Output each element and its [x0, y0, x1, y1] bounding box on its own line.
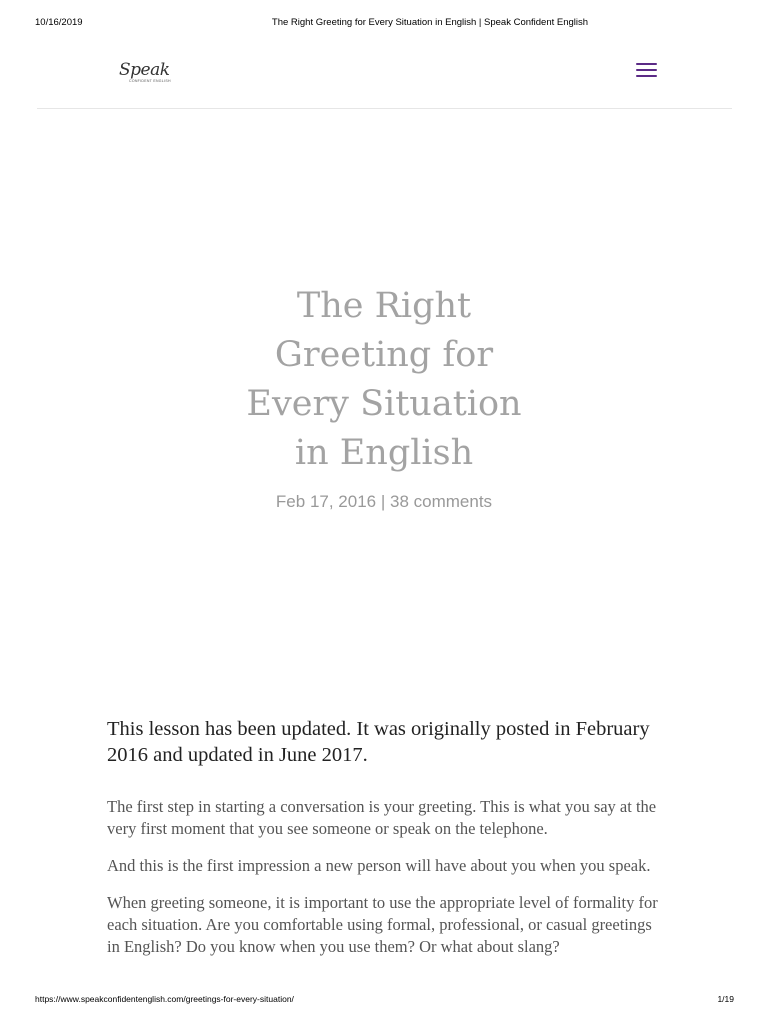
- print-url: https://www.speakconfidentenglish.com/greetings-for-every-situation/: [35, 994, 294, 1004]
- post-hero: [0, 282, 768, 512]
- post-title: The Right Greeting for Every Situation in English: [246, 286, 522, 473]
- comments-link[interactable]: 38 comments: [390, 492, 493, 511]
- logo-script: Speak: [119, 60, 170, 80]
- print-page-number: 1/19: [717, 994, 734, 1004]
- post-date: Feb 17, 2016: [275, 492, 377, 511]
- menu-bar: [636, 75, 657, 77]
- print-footer: [0, 994, 768, 1006]
- update-notice: This lesson has been updated. It was originally posted in February 2016 and updated in June 2017.: [107, 718, 650, 766]
- print-header: [0, 17, 768, 31]
- hamburger-menu-icon[interactable]: [636, 62, 657, 78]
- logo-tagline: CONFIDENT ENGLISH: [129, 79, 171, 83]
- menu-bar: [636, 63, 657, 65]
- paragraph: And this is the first impression a new person will have about you when you speak.: [107, 856, 651, 875]
- print-date: 10/16/2019: [35, 17, 83, 28]
- meta-separator: |: [380, 492, 386, 511]
- post-content: [107, 716, 667, 973]
- paragraph: The first step in starting a conversation is your greeting. This is what you say at the very first moment that you see someone or speak on the telephone.: [107, 797, 657, 838]
- print-page-title: The Right Greeting for Every Situation in English | Speak Confident English: [271, 17, 589, 28]
- site-logo[interactable]: [119, 60, 179, 86]
- site-header: [37, 40, 732, 109]
- post-meta: [0, 492, 768, 512]
- menu-bar: [636, 69, 657, 71]
- paragraph: When greeting someone, it is important to use the appropriate level of formality for each situation. Are you comfortable using formal, professional, or casual greetings in English? Do you know when you use them? Or what about slang?: [107, 893, 658, 956]
